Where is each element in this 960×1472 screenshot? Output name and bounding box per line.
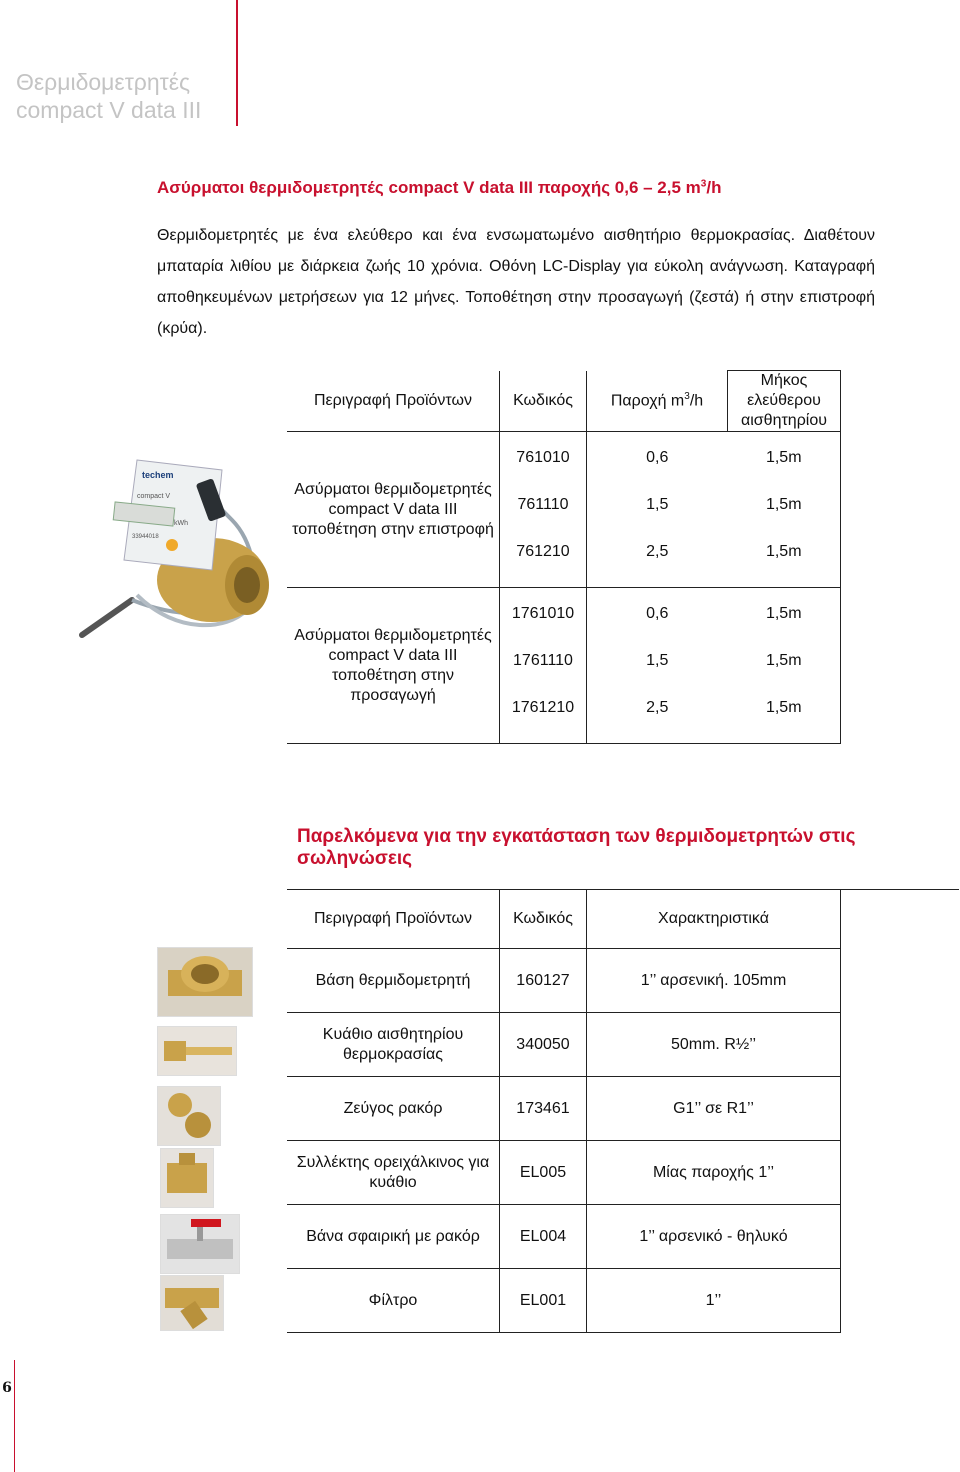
table-row (287, 432, 841, 588)
header-extension (841, 890, 960, 949)
table-row (287, 1013, 959, 1077)
group-lengths (728, 588, 841, 744)
accessory-features: G1’’ σε R1’’ (587, 1077, 841, 1141)
header-code: Κωδικός (500, 371, 587, 432)
header-flow-text: Παροχή m (610, 392, 685, 410)
filter-image (161, 1276, 223, 1330)
empty-cell (841, 1013, 960, 1077)
flow-cell: 0,6 (646, 449, 669, 466)
header-flow-sup: 3 (684, 391, 690, 403)
ball-valve-photo (160, 1214, 240, 1274)
header-sensor-length: Μήκος ελεύθερου αισθητηρίου (728, 371, 841, 432)
table-row (287, 1141, 959, 1205)
table-header-row (287, 371, 841, 432)
accessories-table (287, 889, 959, 1333)
section-title-sup: 3 (700, 178, 707, 190)
length-cell: 1,5m (765, 543, 802, 560)
group-codes (500, 432, 587, 588)
header-title-line1: Θερμιδομετρητές (16, 69, 191, 95)
accessory-code: EL005 (500, 1141, 587, 1205)
intro-paragraph: Θερμιδομετρητές με ένα ελεύθερο και ένα ενσωματωμένο αισθητήριο θερμοκρασίας. Διαθέτουν μπαταρία λιθίου με διάρκεια ζωής 10 χρόνια. Οθόνη LC-Display για εύκολη ανάγνωση. Καταγραφή αποθηκευμένων μετρήσεων για 12 μήνες. Τοποθέτηση στην προσαγωγή (ζεστά) ή στην επιστροφή (κρύα). (157, 227, 875, 337)
flow-cell: 2,5 (646, 543, 669, 560)
header-title-line2: compact V data III (16, 97, 202, 123)
accessory-features: 1’’ αρσενικό - θηλυκό (587, 1205, 841, 1269)
group-flows (587, 588, 728, 744)
sensor-pocket-image (158, 1027, 236, 1075)
filter-photo (160, 1275, 224, 1331)
flow-cell: 1,5 (646, 496, 669, 513)
group-codes (500, 588, 587, 744)
empty-cell (841, 949, 960, 1013)
union-pair-image (158, 1087, 220, 1145)
accessory-description: Φίλτρο (287, 1269, 500, 1333)
accessory-code: 173461 (500, 1077, 587, 1141)
table-row (287, 588, 841, 744)
accessory-code: 160127 (500, 949, 587, 1013)
accessory-features: 50mm. R½’’ (587, 1013, 841, 1077)
header-flow-suffix: /h (689, 392, 704, 410)
code-cell: 761210 (516, 543, 570, 560)
meter-model-label: compact V (137, 493, 171, 500)
table-header-row (287, 890, 959, 949)
sensor-pocket-photo (157, 1026, 237, 1076)
heat-meter-photo (62, 450, 272, 650)
flow-cell: 1,5 (646, 652, 669, 669)
accessory-code: EL001 (500, 1269, 587, 1333)
flow-cell: 0,6 (646, 605, 669, 622)
flow-cell: 2,5 (646, 699, 669, 716)
accessory-description: Κυάθιο αισθητηρίου θερμοκρασίας (287, 1013, 500, 1077)
ball-valve-image (161, 1215, 239, 1273)
brass-collector-image (161, 1149, 213, 1207)
code-cell: 1761210 (511, 699, 575, 716)
meters-table (287, 370, 841, 744)
union-pair-photo (157, 1086, 221, 1146)
header-features: Χαρακτηριστικά (587, 890, 841, 949)
page-number: 6 (2, 1380, 12, 1396)
meter-base-image (158, 948, 252, 1016)
accessory-description: Ζεύγος ρακόρ (287, 1077, 500, 1141)
code-cell: 761010 (516, 449, 570, 466)
length-cell: 1,5m (765, 449, 802, 466)
accessory-code: 340050 (500, 1013, 587, 1077)
table-row (287, 949, 959, 1013)
section-title-accessories: Παρελκόμενα για την εγκατάσταση των θερμιδομετρητών στις σωληνώσεις (297, 826, 856, 869)
accessory-features: 1’’ (587, 1269, 841, 1333)
meter-unit-label: kWh (174, 520, 188, 527)
accessory-features: Μίας παροχής 1’’ (587, 1141, 841, 1205)
empty-cell (841, 1269, 960, 1333)
document-header-title (16, 68, 236, 124)
header-flow (587, 371, 728, 432)
code-cell: 1761010 (511, 605, 575, 622)
length-cell: 1,5m (765, 496, 802, 513)
length-cell: 1,5m (765, 605, 802, 622)
empty-cell (841, 1077, 960, 1141)
table-row (287, 1269, 959, 1333)
group-lengths (728, 432, 841, 588)
table-row (287, 1077, 959, 1141)
header-divider (236, 0, 238, 126)
empty-cell (841, 1141, 960, 1205)
page-number-divider (14, 1360, 15, 1472)
code-cell: 1761110 (513, 652, 573, 669)
header-description: Περιγραφή Προϊόντων (287, 371, 500, 432)
meter-brand-label: techem (142, 470, 174, 480)
section-title-meters (157, 178, 721, 198)
header-description: Περιγραφή Προϊόντων (287, 890, 500, 949)
accessory-description: Συλλέκτης ορειχάλκινος για κυάθιο (287, 1141, 500, 1205)
group-description: Ασύρματοι θερμιδομετρητές compact V data III τοποθέτηση στην επιστροφή (287, 432, 500, 588)
meter-base-photo (157, 947, 253, 1017)
accessory-features: 1’’ αρσενική. 105mm (587, 949, 841, 1013)
group-flows (587, 432, 728, 588)
accessory-description: Βάση θερμιδομετρητή (287, 949, 500, 1013)
length-cell: 1,5m (765, 699, 802, 716)
section-title-suffix: /h (706, 178, 722, 197)
group-description: Ασύρματοι θερμιδομετρητές compact V data III τοποθέτηση στην προσαγωγή (287, 588, 500, 744)
table-row (287, 1205, 959, 1269)
section-title-text: Ασύρματοι θερμιδομετρητές compact V data III παροχής 0,6 – 2,5 m (157, 178, 701, 197)
code-cell: 761110 (517, 496, 569, 513)
header-code: Κωδικός (500, 890, 587, 949)
length-cell: 1,5m (765, 652, 802, 669)
accessory-description: Βάνα σφαιρική με ρακόρ (287, 1205, 500, 1269)
meter-serial-label: 33944018 (132, 534, 159, 540)
empty-cell (841, 1205, 960, 1269)
brass-collector-photo (160, 1148, 214, 1208)
accessory-code: EL004 (500, 1205, 587, 1269)
